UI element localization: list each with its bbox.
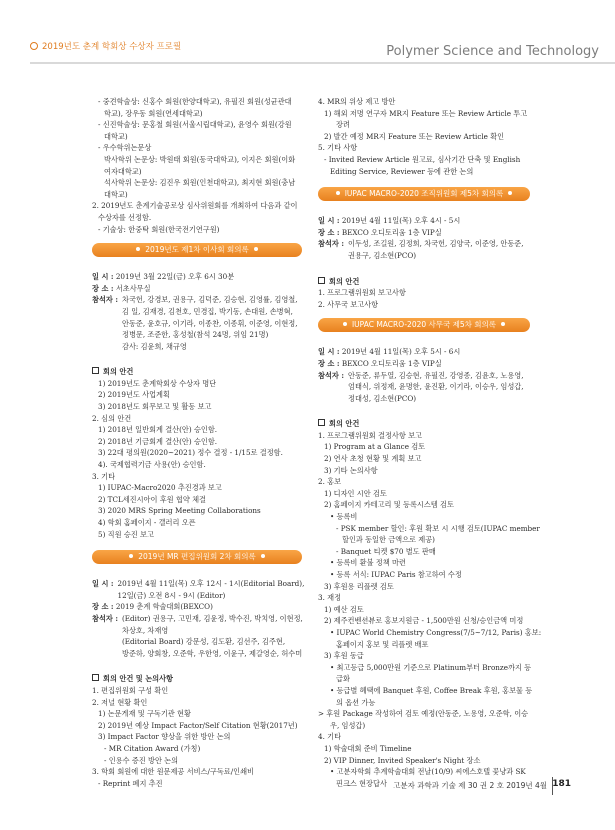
text-line: 여자대학교) <box>104 166 142 176</box>
banner-dot-icon <box>501 322 505 326</box>
text-line: 3) 기타 논의사항 <box>324 465 378 475</box>
text-line: 2019년 4월 11일(목) 오후 12시 - 1시(Editorial Board), <box>117 579 305 589</box>
text-line: 김 일, 김재경, 김천호, 민경집, 박기동, 손대원, 손병혁, <box>122 306 293 316</box>
text-line: (Editor) 권용구, 고민재, 김윤정, 박수진, 박치영, 이현정, <box>122 613 303 623</box>
banner-dot-icon <box>336 191 340 195</box>
meeting-date: 일 시 : 2019년 4월 11일(목) 오후 12시 - 1시(Editorial Board), 12일(금) 오전 8시 - 9시 (Editor) <box>92 579 305 600</box>
text-line: 1. 프로그램위원회 보고사항 <box>318 288 406 298</box>
text-line: - 중견학술상: 신홍수 회원(한양대학교), 유필진 회원(성균관대 <box>98 97 292 106</box>
banner-title: IUPAC MACRO-2020 사무국 제5차 회의록 <box>351 320 497 330</box>
text-line: • 등록비 환불 정책 마련 <box>330 558 406 568</box>
text-line: 2) 제주컨벤션뷰로 홍보지원금 - 1,500만원 신청/승인금액 미정 <box>324 616 524 626</box>
banner-title: 2019년 MR 편집위원회 2차 회의록 <box>138 552 256 562</box>
header-divider <box>30 62 615 64</box>
text-line: 3) 후원 동급 <box>324 651 364 661</box>
agenda-heading: 회의 안건 <box>318 276 530 288</box>
meeting-attendees: 참석자 : 안동준, 류두열, 김승현, 유필진, 강영종, 김윤호, 노용영, 엄태식, 위정재, 윤명한, 윤진환, 이기라, 이승우, 임성갑, 정대성, 김소현(PCO) <box>318 370 524 403</box>
attendee-lines <box>344 238 524 261</box>
mr-editorial-banner <box>92 550 302 564</box>
text-line: 2. 심의 안건 <box>92 413 132 423</box>
iupac-secretariat-banner <box>318 318 530 332</box>
text-line: 석사학위 논문상: 김진우 회원(인천대학교), 최지현 회원(충남 <box>104 178 296 188</box>
text-line: • 등록 서식: IUPAC Paris 참고하여 수정 <box>330 570 462 579</box>
text-line: 학교), 장우동 회원(연세대학교) <box>104 108 203 118</box>
text-line: 5) 직원 승진 보고 <box>98 529 154 539</box>
banner-title: IUPAC MACRO-2020 조직위원회 제5차 회의록 <box>344 189 504 199</box>
square-bullet-icon <box>92 674 99 681</box>
text-line: • IUPAC World Chemistry Congress(7/5~7/12, Paris) 홍보: <box>330 627 542 637</box>
text-line: 3) 22대 평의원(2020~2021) 정수 결정 - 1/15로 결정함. <box>98 448 283 458</box>
text-line: - PSK member 할인: 후원 확보 시 시행 검토(IUPAC member <box>336 523 540 533</box>
text-line: 2) 연사 초청 현황 및 계획 보고 <box>324 454 422 464</box>
meeting-place: 장 소 : 2019 춘계 학술대회(BEXCO) <box>92 602 213 612</box>
meeting-place: 장 소 : BEXCO 오디토리움 1층 VIP실 <box>318 227 442 237</box>
square-bullet-icon <box>318 419 325 426</box>
text-line: 차국헌, 강경보, 권용구, 김덕준, 김승현, 김영률, 김영철, <box>122 295 298 305</box>
page-number: 181 <box>552 779 571 789</box>
left-column <box>92 96 305 789</box>
iupac-org-committee-banner <box>318 187 530 201</box>
journal-running-title: Polymer Science and Technology <box>386 44 599 59</box>
banner-title: 2019년도 제1차 이사회 회의록 <box>145 245 249 255</box>
banner-dot-icon <box>508 191 512 195</box>
text-line: 안동준, 윤호규, 이기라, 이종찬, 이종휘, 이준영, 이현정, <box>122 318 298 328</box>
meeting-attendees: 참석자 : 이두성, 조길원, 김정희, 차국헌, 김양국, 이준영, 안동준, 권용구, 김소현(PCO) <box>318 239 524 260</box>
text-line: 1) 예산 검토 <box>324 604 364 614</box>
text-line: 1. 프로그램위원회 결정사항 보고 <box>318 430 422 440</box>
banner-dot-icon <box>129 554 133 558</box>
text-line: 1) 2019년도 춘계학회상 수상자 명단 <box>98 378 217 388</box>
meeting-place: 장 소 : 서초사무실 <box>92 283 151 293</box>
text-line: 3. 학회 회원에 대한 원문제공 서비스/구독료/인쇄비 <box>92 767 254 777</box>
meeting-place: 장 소 : BEXCO 오디토리움 1층 VIP실 <box>318 358 442 368</box>
meeting-attendees: 참석자 : 차국헌, 강경보, 권용구, 김덕준, 김승현, 김영률, 김영철, 김 일, 김재경, 김천호, 민경집, 박기동, 손대원, 손병혁, 안동준, 윤호규, 이기라, 이종찬, 이종휘, 이준영, 이현정, 정병문, 조준한, 홍성철(참석 24명, 위임 21명) 감사: 김윤희, 채규영 <box>92 295 298 351</box>
banner-dot-icon <box>343 322 347 326</box>
text-line: • 고분자학회 추계학술대회 전날(10/9) 씨에스호텔 꽃냥과 SK <box>330 767 526 777</box>
meeting-attendees: 참석자 : (Editor) 권용구, 고민재, 김윤정, 박수진, 박치영, 이현정, 차상호, 차재영 (Editorial Board) 강문성, 김도환, 김선주, 김주현, 방준하, 양회창, 오준학, 우한영, 이윤구, 제갈영순, 허수미 <box>92 613 303 658</box>
text-line: 3) 후원용 리플렛 검토 <box>324 581 394 591</box>
text-line: - 우수학위논문상 <box>98 143 152 153</box>
text-line: 대학교) <box>104 131 128 141</box>
banner-dot-icon <box>136 247 140 251</box>
text-line: (Editorial Board) 강문성, 김도환, 김선주, 김주현, <box>122 637 286 647</box>
text-line: 권용구, 김소현(PCO) <box>348 250 417 260</box>
text-line: 급화 <box>336 674 350 684</box>
text-line: 1) 학술대회 준비 Timeline <box>324 743 412 753</box>
text-line: 이두성, 조길원, 김정희, 차국헌, 김양국, 이준영, 안동준, <box>348 239 524 249</box>
text-line: 4. MR의 위상 제고 방안 <box>318 97 396 106</box>
text-line: 엄태식, 위정재, 윤명한, 윤진환, 이기라, 이승우, 임성갑, <box>348 382 524 392</box>
text-line: 2) 2019년 예상 Impact Factor/Self Citation 현황(2017년) <box>98 720 298 730</box>
mr-topics-list <box>318 96 530 177</box>
text-line: 4. 기타 <box>318 732 342 742</box>
text-line: 정대성, 김소현(PCO) <box>348 393 417 403</box>
text-line: 3. 재정 <box>318 593 342 603</box>
text-line: 12일(금) 오전 8시 - 9시 (Editor) <box>117 590 226 600</box>
text-line: 안동준, 류두열, 김승현, 유필진, 강영종, 김윤호, 노용영, <box>348 370 524 380</box>
text-line: • 등록비 <box>330 512 358 522</box>
text-line: 2) TCL세진시아이 후원 협약 체결 <box>98 494 206 504</box>
text-line: 대학교) <box>104 189 128 199</box>
text-line: • 등급별 혜택에 Banquet 후원, Coffee Break 후원, 홍보물 등 <box>330 685 533 695</box>
text-line: - 인용수 증진 방안 논의 <box>104 755 179 765</box>
text-line: 2) 발간 예정 MR지 Feature 또는 Review Article 확인 <box>324 131 505 141</box>
meeting-date: 일 시 : 2019년 4월 11일(목) 오후 5시 - 6시 <box>318 347 461 357</box>
text-line: 2. 홍보 <box>318 477 342 487</box>
text-line: 3) 2018년도 회무보고 및 활동 보고 <box>98 402 212 412</box>
award-list <box>92 96 302 235</box>
text-line: 4) 학회 홈페이지 - 갤러리 오픈 <box>98 518 196 527</box>
text-line: 3. 기타 <box>92 471 116 481</box>
ring-bullet-icon <box>30 42 38 50</box>
text-line: • 최고등급 5,000만원 기준으로 Platinum부터 Bronze까지 등 <box>330 662 532 672</box>
text-line: - Reprint 폐지 추진 <box>98 778 163 788</box>
header-section-title <box>30 40 181 52</box>
text-line: 2) VIP Dinner, Invited Speaker's Night 장소 <box>324 755 481 765</box>
meeting-date: 일 시 : 2019년 4월 11일(목) 오후 4시 - 5시 <box>318 216 461 226</box>
text-line: 1) 논문게재 및 구독기관 현황 <box>98 709 191 719</box>
agenda-heading: 회의 안건 <box>318 418 530 430</box>
text-line: 차상호, 차재영 <box>122 625 169 635</box>
text-line: 2. 2019년도 춘계기술공로상 심사위원회를 개최하여 다음과 같이 <box>92 201 298 211</box>
text-line: 3) Impact Factor 향상을 위한 방안 논의 <box>98 732 231 742</box>
square-bullet-icon <box>318 277 325 284</box>
text-line: 1. 편집위원회 구성 확인 <box>92 685 169 695</box>
text-line: 2) 2018년 기금회계 결산(안) 승인함. <box>98 436 218 446</box>
text-line: 2) 2019년도 사업계획 <box>98 390 170 400</box>
journal-citation: 고분자 과학과 기술 제 30 권 2 호 2019년 4월 <box>393 781 547 790</box>
text-line: 장려 <box>336 120 350 130</box>
meeting-date: 일 시 : 2019년 3월 22일(금) 오후 6시 30분 <box>92 272 235 282</box>
text-line: 1) IUPAC-Macro2020 추진경과 보고 <box>98 483 222 493</box>
attendee-lines <box>344 370 524 405</box>
text-line: 1) 2018년 일반회계 결산(안) 승인함. <box>98 425 218 435</box>
text-line: - 신진학술상: 문홍철 회원(서울시립대학교), 윤영수 회원(강원 <box>98 120 292 130</box>
board-meeting-banner <box>92 243 302 257</box>
text-line: - Banquet 티켓 $70 별도 판매 <box>336 546 436 556</box>
text-line: - Invited Review Article 원고료, 심사기간 단축 및 English <box>324 154 521 164</box>
banner-dot-icon <box>254 247 258 251</box>
page-footer <box>0 775 615 799</box>
text-line: - MR Citation Award (가칭) <box>104 743 201 753</box>
text-line: > 후원 Package 작성하여 검토 예정(안동준, 노용영, 오준학, 이승 <box>318 709 529 719</box>
banner-dot-icon <box>261 554 265 558</box>
text-line: 박사학위 논문상: 박원태 회원(동국대학교), 이지은 회원(이화 <box>104 154 296 164</box>
agenda-list <box>92 378 302 540</box>
text-line: 1) 해외 저명 연구자 MR지 Feature 또는 Review Article 투고 <box>324 108 528 118</box>
text-line: 수상자를 선정함. <box>98 212 152 222</box>
agenda-heading: 회의 안건 및 논의사항 <box>92 673 302 685</box>
square-bullet-icon <box>92 367 99 374</box>
text-line: 2. 저널 현황 확인 <box>92 697 148 707</box>
text-line: Editing Service, Reviewer 등에 관한 논의 <box>330 166 474 176</box>
text-line: 2) 홈페이지 카테고리 및 등록시스템 검토 <box>324 500 454 510</box>
text-line: 1) 디자인 시안 검토 <box>324 488 387 498</box>
agenda-list <box>318 287 530 310</box>
right-column <box>318 96 542 789</box>
text-line: 핀크스 현장답사 <box>336 778 387 788</box>
text-line: 의 옵션 가능 <box>336 697 376 707</box>
text-line: 3) 2020 MRS Spring Meeting Collaborations <box>98 506 261 516</box>
text-line: 홈페이지 홍보 및 리플렛 배포 <box>336 639 429 649</box>
text-line: 5. 기타 사항 <box>318 143 358 153</box>
text-line: 1) Program at a Glance 검토 <box>324 442 426 452</box>
text-line: 할인과 동일한 금액으로 제공) <box>342 535 435 545</box>
attendee-lines <box>118 613 303 659</box>
page-header <box>0 0 615 70</box>
text-line: 2. 사무국 보고사항 <box>318 299 379 309</box>
attendee-lines <box>118 294 298 352</box>
text-line: - 기술상: 한중탁 회원(한국전기연구원) <box>98 224 220 234</box>
text-line: 방준하, 양회창, 오준학, 우한영, 이윤구, 제갈영순, 허수미 <box>122 648 303 658</box>
text-line: 정병문, 조준한, 홍성철(참석 24명, 위임 21명) <box>122 330 269 340</box>
agenda-heading: 회의 안건 <box>92 366 302 378</box>
text-line: 감사: 김윤희, 채규영 <box>122 341 187 351</box>
text-line: 4). 국제협력기금 사용(안) 승인함. <box>98 460 206 470</box>
header-left-text: 2019년도 춘계 학회상 수상자 프로필 <box>42 42 182 52</box>
agenda-list <box>92 685 302 789</box>
text-line: 우, 임성갑) <box>330 720 366 730</box>
agenda-list <box>318 430 542 789</box>
